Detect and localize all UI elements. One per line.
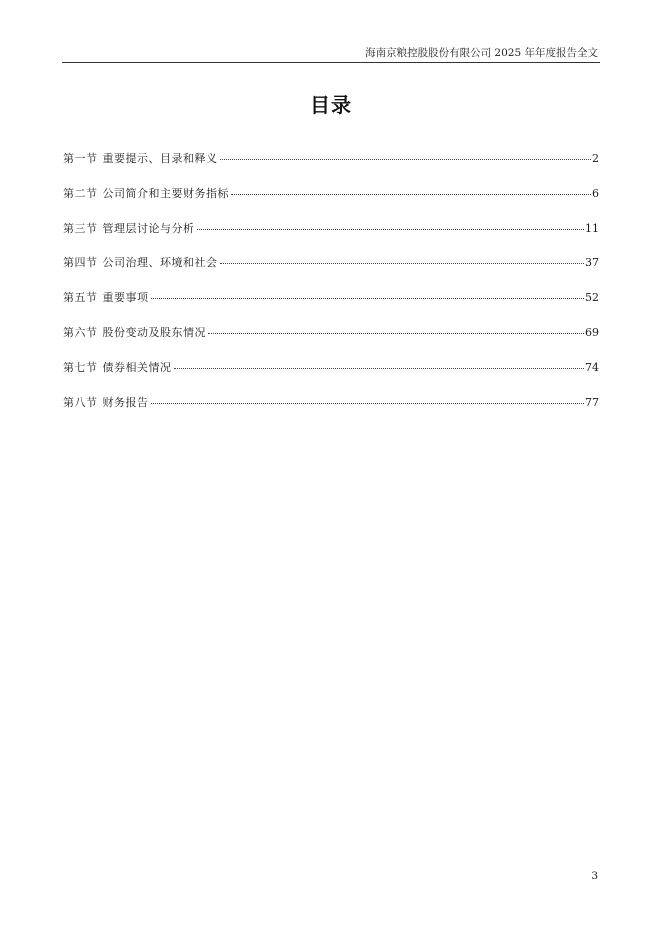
toc-section-number: 第一节 [63,152,98,165]
toc-section-number: 第二节 [63,186,98,200]
toc-entry-2[interactable] [63,186,599,221]
toc-section-number: 第七节 [63,360,98,374]
toc-section-title: 股份变动及股东情况 [102,325,206,339]
toc-entry-5[interactable] [63,290,599,325]
toc-dot-leader [197,225,585,230]
toc-page-number: 77 [585,395,599,409]
toc-entry-7[interactable] [63,360,599,395]
table-of-contents [63,151,599,429]
toc-dot-leader [220,155,592,160]
toc-entry-6[interactable] [63,325,599,360]
toc-page-number: 52 [585,291,599,305]
toc-entry-1[interactable] [63,151,599,186]
header-rule [62,62,600,63]
toc-dot-leader [174,364,585,369]
toc-section-title: 公司治理、环境和社会 [102,256,218,270]
toc-section-number: 第五节 [63,291,98,305]
toc-dot-leader [220,259,585,264]
toc-entry-8[interactable] [63,395,599,430]
toc-page-number: 37 [585,256,599,270]
toc-dot-leader [151,294,585,299]
toc-page-number: 69 [585,325,599,339]
toc-section-number: 第三节 [63,221,98,235]
toc-section-title: 公司简介和主要财务指标 [102,186,229,200]
page-title: 目录 [310,93,352,117]
toc-section-number: 第六节 [63,325,98,339]
toc-entry-4[interactable] [63,255,599,290]
toc-dot-leader [208,329,584,334]
page-number: 3 [591,870,598,882]
toc-page-number: 2 [592,152,599,165]
toc-section-title: 财务报告 [102,395,149,409]
toc-section-title: 重要事项 [102,291,149,305]
toc-page-number: 6 [592,186,599,200]
toc-page-number: 74 [585,360,599,374]
toc-section-number: 第八节 [63,395,98,409]
toc-section-title: 债券相关情况 [102,360,172,374]
toc-section-title: 重要提示、目录和释义 [102,152,218,165]
toc-dot-leader [231,190,591,195]
toc-page-number: 11 [585,221,599,235]
toc-dot-leader [151,399,585,404]
toc-section-title: 管理层讨论与分析 [102,221,195,235]
running-header: 海南京粮控股股份有限公司 2025 年年度报告全文 [365,47,598,59]
toc-entry-3[interactable] [63,221,599,256]
toc-section-number: 第四节 [63,256,98,270]
